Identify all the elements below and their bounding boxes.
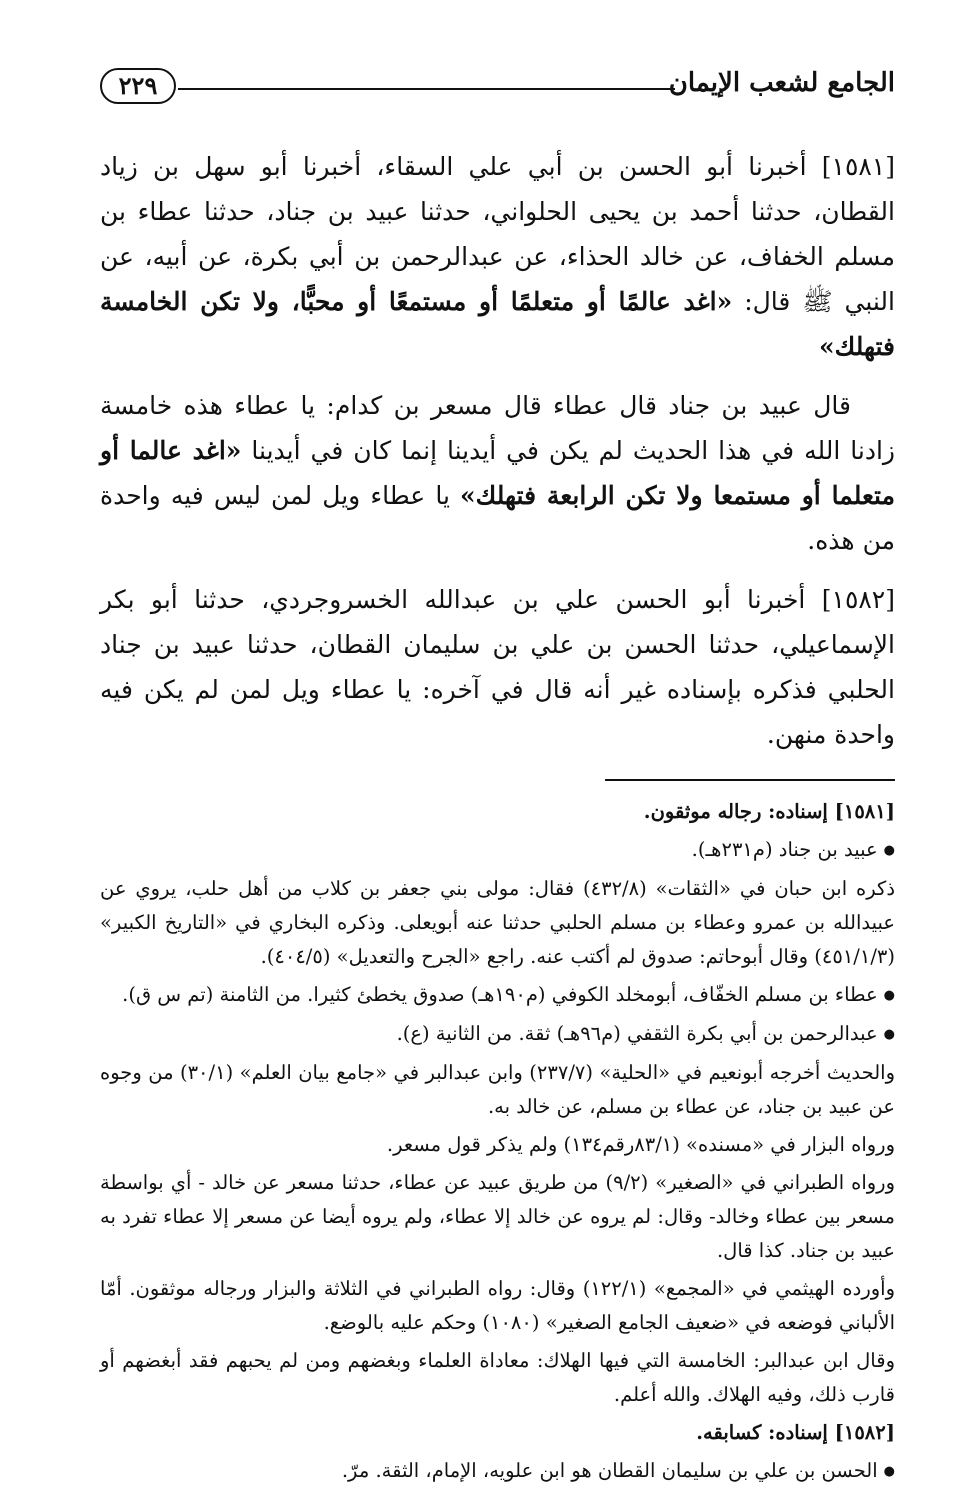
footnote-bullet: ● عطاء بن مسلم الخفّاف، أبومخلد الكوفي (م١٩٠هـ) صدوق يخطئ كثيرا. من الثامنة (تم س ق). — [100, 978, 895, 1013]
footnote-bullet: ● عبيد بن جناد (م٢٣١هـ). — [100, 833, 895, 868]
isnad-text: أخبرنا أبو الحسن بن أبي علي السقاء، أخبرنا أبو سهل بن زياد القطان، حدثنا أحمد بن يحيى الحلواني، حدثنا عبيد بن جناد، حدثنا عطاء بن مسلم الخفاف، عن خالد الحذاء، عن عبدالرحمن بن أبي بكرة، عن أبيه، عن النبي ﷺ قال: — [100, 152, 895, 316]
narration-comment — [100, 383, 895, 563]
footnote-bullet: ● عبدالرحمن بن أبي بكرة الثقفي (م٩٦هـ) ثقة. من الثانية (ع). — [100, 1017, 895, 1052]
main-text — [100, 144, 895, 757]
hadith-number: [١٥٨١] — [821, 152, 895, 181]
footnotes — [100, 795, 895, 1489]
footnote-text: ذكره ابن حبان في «الثقات» (٤٣٢/٨) فقال: مولى بني جعفر بن كلاب من أهل حلب، يروي عن عبيدالله بن عمرو وعطاء بن مسلم الحلبي حدثنا عنه أبويعلى. وذكره البخاري في «التاريخ الكبير» (٤٥١/١/٣) وقال أبوحاتم: صدوق لم أكتب عنه. راجع «الجرح والتعديل» (٤٠٤/٥). — [100, 877, 896, 968]
hadith-text: «اغد عالمًا أو متعلمًا أو مستمعًا أو محبًّا، ولا تكن الخامسة فتهلك» — [100, 287, 895, 361]
header-rule — [178, 88, 675, 90]
footnote-heading-1581: [١٥٨١] إسناده: رجاله موثقون. — [643, 800, 895, 823]
comment-quote: «اغد عالما أو متعلما أو مستمعا ولا تكن الرابعة فتهلك» — [100, 436, 895, 510]
footnote-text: وأورده الهيثمي في «المجمع» (١٢٢/١) وقال: رواه الطبراني في الثلاثة والبزار ورجاله موثقون. أمّا الألباني فوضعه في «ضعيف الجامع الصغير» (١٠٨٠) وحكم عليه بالوضع. — [100, 1277, 895, 1334]
footnote-bullet: ● الحسن بن علي بن سليمان القطان هو ابن علويه، الإمام، الثقة. مرّ. — [100, 1454, 895, 1489]
hadith-1581 — [100, 144, 895, 369]
page-header — [100, 60, 895, 114]
footnote-text: وقال ابن عبدالبر: الخامسة التي فيها الهلاك: معاداة العلماء وبغضهم ومن لم يحبهم فقد أبغضهم أو قارب ذلك، وفيه الهلاك. والله أعلم. — [100, 1349, 895, 1406]
hadith-1582 — [100, 577, 895, 757]
footnote-text: والحديث أخرجه أبونعيم في «الحلية» (٢٣٧/٧) وابن عبدالبر في «جامع بيان العلم» (٣٠/١) من وجوه عن عبيد بن جناد، عن عطاء بن مسلم، عن خالد به. — [100, 1061, 895, 1118]
comment-text-after: يا عطاء ويل لمن ليس فيه واحدة من هذه. — [100, 481, 895, 555]
footnote-text: ورواه البزار في «مسنده» (٨٣/١رقم١٣٤) ولم يذكر قول مسعر. — [386, 1133, 895, 1156]
book-page — [100, 60, 895, 1493]
footnote-heading-1582: [١٥٨٢] إسناده: كسابقه. — [696, 1421, 895, 1444]
page-number: ٢٢٩ — [100, 68, 176, 104]
isnad-text: أخبرنا أبو الحسن علي بن عبدالله الخسروجردي، حدثنا أبو بكر الإسماعيلي، حدثنا الحسن بن علي بن سليمان القطان، حدثنا عبيد بن جناد الحلبي فذكره بإسناده غير أنه قال في آخره: يا عطاء ويل لمن لم يكن فيه واحدة منهن. — [100, 585, 896, 749]
running-title: الجامع لشعب الإيمان — [668, 68, 895, 98]
footnote-rule — [605, 779, 895, 781]
footnote-text: ورواه الطبراني في «الصغير» (٩/٢) من طريق عبيد عن عطاء، حدثنا مسعر عن خالد - أي بواسطة مسعر بين عطاء وخالد- وقال: لم يروه عن خالد إلا عطاء، ولم يروه أيضا عن مسعر إلا عطاء تفرد به عبيد بن جناد. كذا قال. — [100, 1171, 895, 1262]
comment-text-before: قال عبيد بن جناد قال عطاء قال مسعر بن كدام: يا عطاء هذه خامسة زادنا الله في هذا الحديث لم يكن في أيدينا إنما كان في أيدينا — [100, 391, 895, 465]
hadith-number: [١٥٨٢] — [821, 585, 895, 614]
